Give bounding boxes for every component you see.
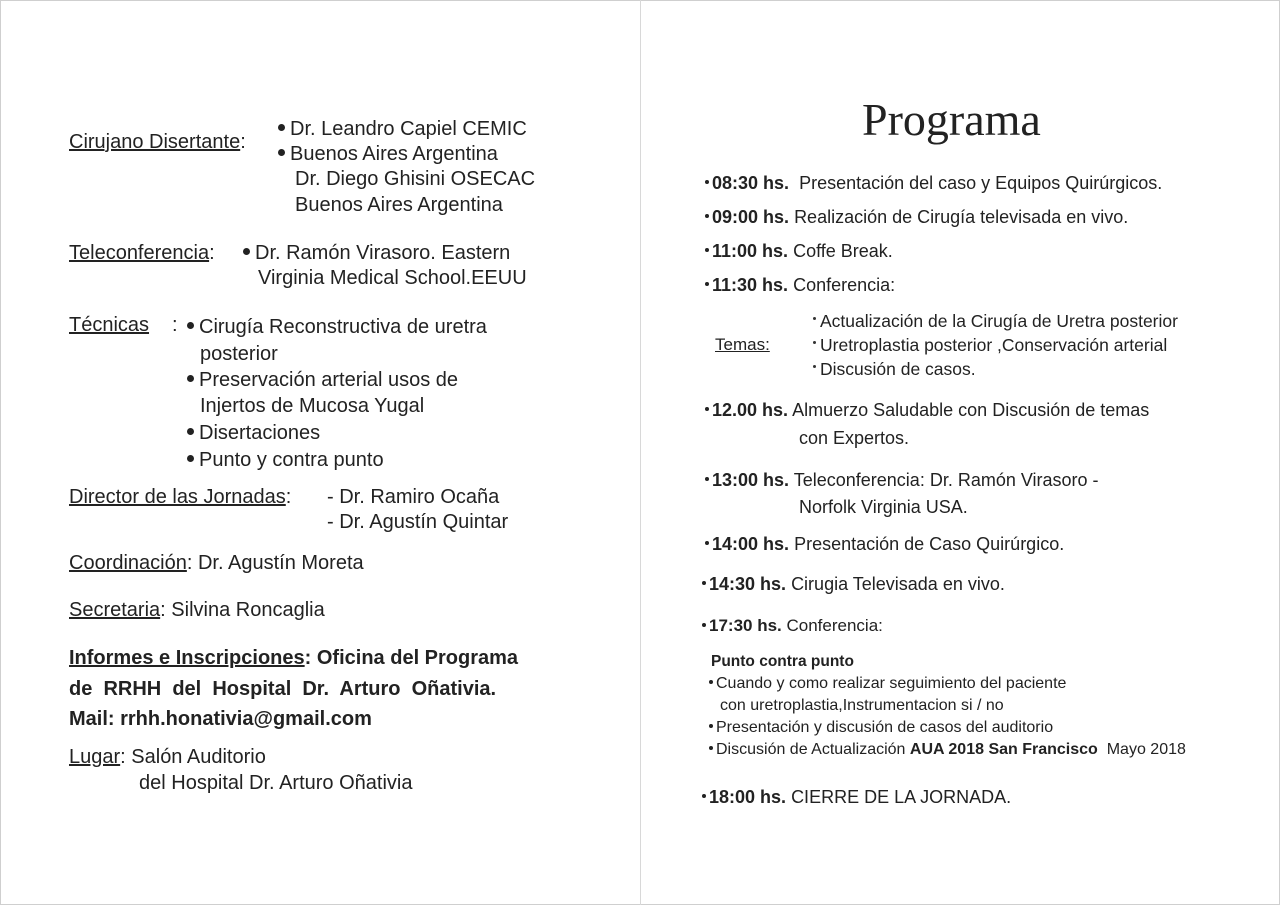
tele-row: Teleconferencia: xyxy=(69,242,215,264)
bullet-icon xyxy=(705,282,709,286)
tema-3: Discusión de casos. xyxy=(813,357,976,381)
informes-label: Informes e Inscripciones xyxy=(69,647,305,669)
cirujano-line-4: Buenos Aires Argentina xyxy=(295,194,503,216)
program-item-10: 18:00 hs. CIERRE DE LA JORNADA. xyxy=(702,785,1011,809)
informes-mail: Mail: rrhh.honativia@gmail.com xyxy=(69,708,372,730)
punto-line-3: Presentación y discusión de casos del auditorio xyxy=(709,717,1053,739)
tecnica-2-cont: Injertos de Mucosa Yugal xyxy=(200,395,425,417)
bullet-icon xyxy=(709,724,713,728)
tele-line-2: Virginia Medical School.EEUU xyxy=(258,267,527,289)
program-item-6-cont: Norfolk Virginia USA. xyxy=(799,497,968,517)
lugar-row: Lugar: Salón Auditorio xyxy=(69,746,266,768)
bullet-icon xyxy=(705,180,709,184)
coord-value: Dr. Agustín Moreta xyxy=(197,552,364,574)
bullet-icon xyxy=(702,794,706,798)
program-item-5-cont: con Expertos. xyxy=(799,428,910,448)
bullet-icon xyxy=(813,365,816,368)
cirujano-line-1: Dr. Leandro Capiel CEMIC xyxy=(278,117,527,142)
bullet-icon xyxy=(705,541,709,545)
punto-line-2: con uretroplastia,Instrumentacion si / no xyxy=(720,697,1004,714)
program-item-2: 09:00 hs. Realización de Cirugía televisada en vivo. xyxy=(705,205,1128,229)
coord-label: Coordinación xyxy=(69,552,187,574)
lugar-line-2: del Hospital Dr. Arturo Oñativia xyxy=(139,772,413,794)
bullet-icon xyxy=(702,581,706,585)
punto-title: Punto contra punto xyxy=(711,653,854,670)
director-line-1: - Dr. Ramiro Ocaña xyxy=(327,486,500,508)
director-line-2: - Dr. Agustín Quintar xyxy=(327,511,509,533)
informes-row: Informes e Inscripciones: Oficina del Programa xyxy=(69,647,519,669)
coord-row: Coordinación: Dr. Agustín Moreta xyxy=(69,552,364,574)
program-item-9: 17:30 hs. Conferencia: xyxy=(702,614,883,638)
tecnica-1-cont: posterior xyxy=(200,343,278,365)
cirujano-label: Cirujano Disertante xyxy=(69,131,241,153)
tecnica-2: Preservación arterial usos de xyxy=(187,368,458,393)
sec-label: Secretaria xyxy=(69,599,161,621)
tele-line-1: Dr. Ramón Virasoro. Eastern xyxy=(243,241,510,266)
tema-2: Uretroplastia posterior ,Conservación arterial xyxy=(813,333,1167,357)
fold-line xyxy=(640,0,641,905)
punto-line-4: Discusión de Actualización AUA 2018 San Francisco Mayo 2018 xyxy=(709,739,1186,761)
director-label: Director de las Jornadas xyxy=(69,486,286,508)
bullet-icon xyxy=(187,428,194,435)
bullet-icon xyxy=(187,375,194,382)
cirujano-line-2: Buenos Aires Argentina xyxy=(278,142,498,167)
program-title: Programa xyxy=(862,94,1041,145)
bullet-icon xyxy=(705,248,709,252)
temas-label: Temas: xyxy=(715,335,770,354)
lugar-label: Lugar xyxy=(69,746,121,768)
informes-line-2: de RRHH del Hospital Dr. Arturo Oñativia. xyxy=(69,678,497,700)
bullet-icon xyxy=(278,124,285,131)
bullet-icon xyxy=(709,680,713,684)
bullet-icon xyxy=(705,407,709,411)
cirujano-line-3: Dr. Diego Ghisini OSECAC xyxy=(295,168,536,190)
bullet-icon xyxy=(705,477,709,481)
bullet-icon xyxy=(705,214,709,218)
punto-line-1: Cuando y como realizar seguimiento del paciente xyxy=(709,673,1066,695)
tecnica-4: Punto y contra punto xyxy=(187,448,384,473)
bullet-icon xyxy=(813,317,816,320)
bullet-icon xyxy=(187,455,194,462)
tema-1: Actualización de la Cirugía de Uretra posterior xyxy=(813,309,1178,333)
sec-value: Silvina Roncaglia xyxy=(171,599,325,621)
bullet-icon xyxy=(709,746,713,750)
tecnica-1: Cirugía Reconstructiva de uretra xyxy=(187,315,487,340)
program-item-3: 11:00 hs. Coffe Break. xyxy=(705,239,893,263)
sec-row: Secretaria: Silvina Roncaglia xyxy=(69,599,325,621)
program-item-1: 08:30 hs. Presentación del caso y Equipos Quirúrgicos. xyxy=(705,171,1162,195)
tele-label: Teleconferencia xyxy=(69,242,210,264)
program-item-7: 14:00 hs. Presentación de Caso Quirúrgico. xyxy=(705,532,1064,556)
director-row: Director de las Jornadas: xyxy=(69,486,292,508)
tecnicas-sep: : xyxy=(172,314,178,336)
bullet-icon xyxy=(702,623,706,627)
cirujano-row xyxy=(69,130,246,155)
program-item-6: 13:00 hs. Teleconferencia: Dr. Ramón Virasoro - xyxy=(705,468,1099,492)
bullet-icon xyxy=(187,322,194,329)
cirujano-colon: : xyxy=(240,131,246,153)
bullet-icon xyxy=(813,341,816,344)
tecnica-3: Disertaciones xyxy=(187,421,320,446)
bullet-icon xyxy=(278,149,285,156)
tecnicas-label: Técnicas xyxy=(69,314,150,336)
program-item-5: 12.00 hs. Almuerzo Saludable con Discusión de temas xyxy=(705,398,1149,422)
program-item-4: 11:30 hs. Conferencia: xyxy=(705,273,895,297)
program-item-8: 14:30 hs. Cirugia Televisada en vivo. xyxy=(702,572,1005,596)
bullet-icon xyxy=(243,248,250,255)
